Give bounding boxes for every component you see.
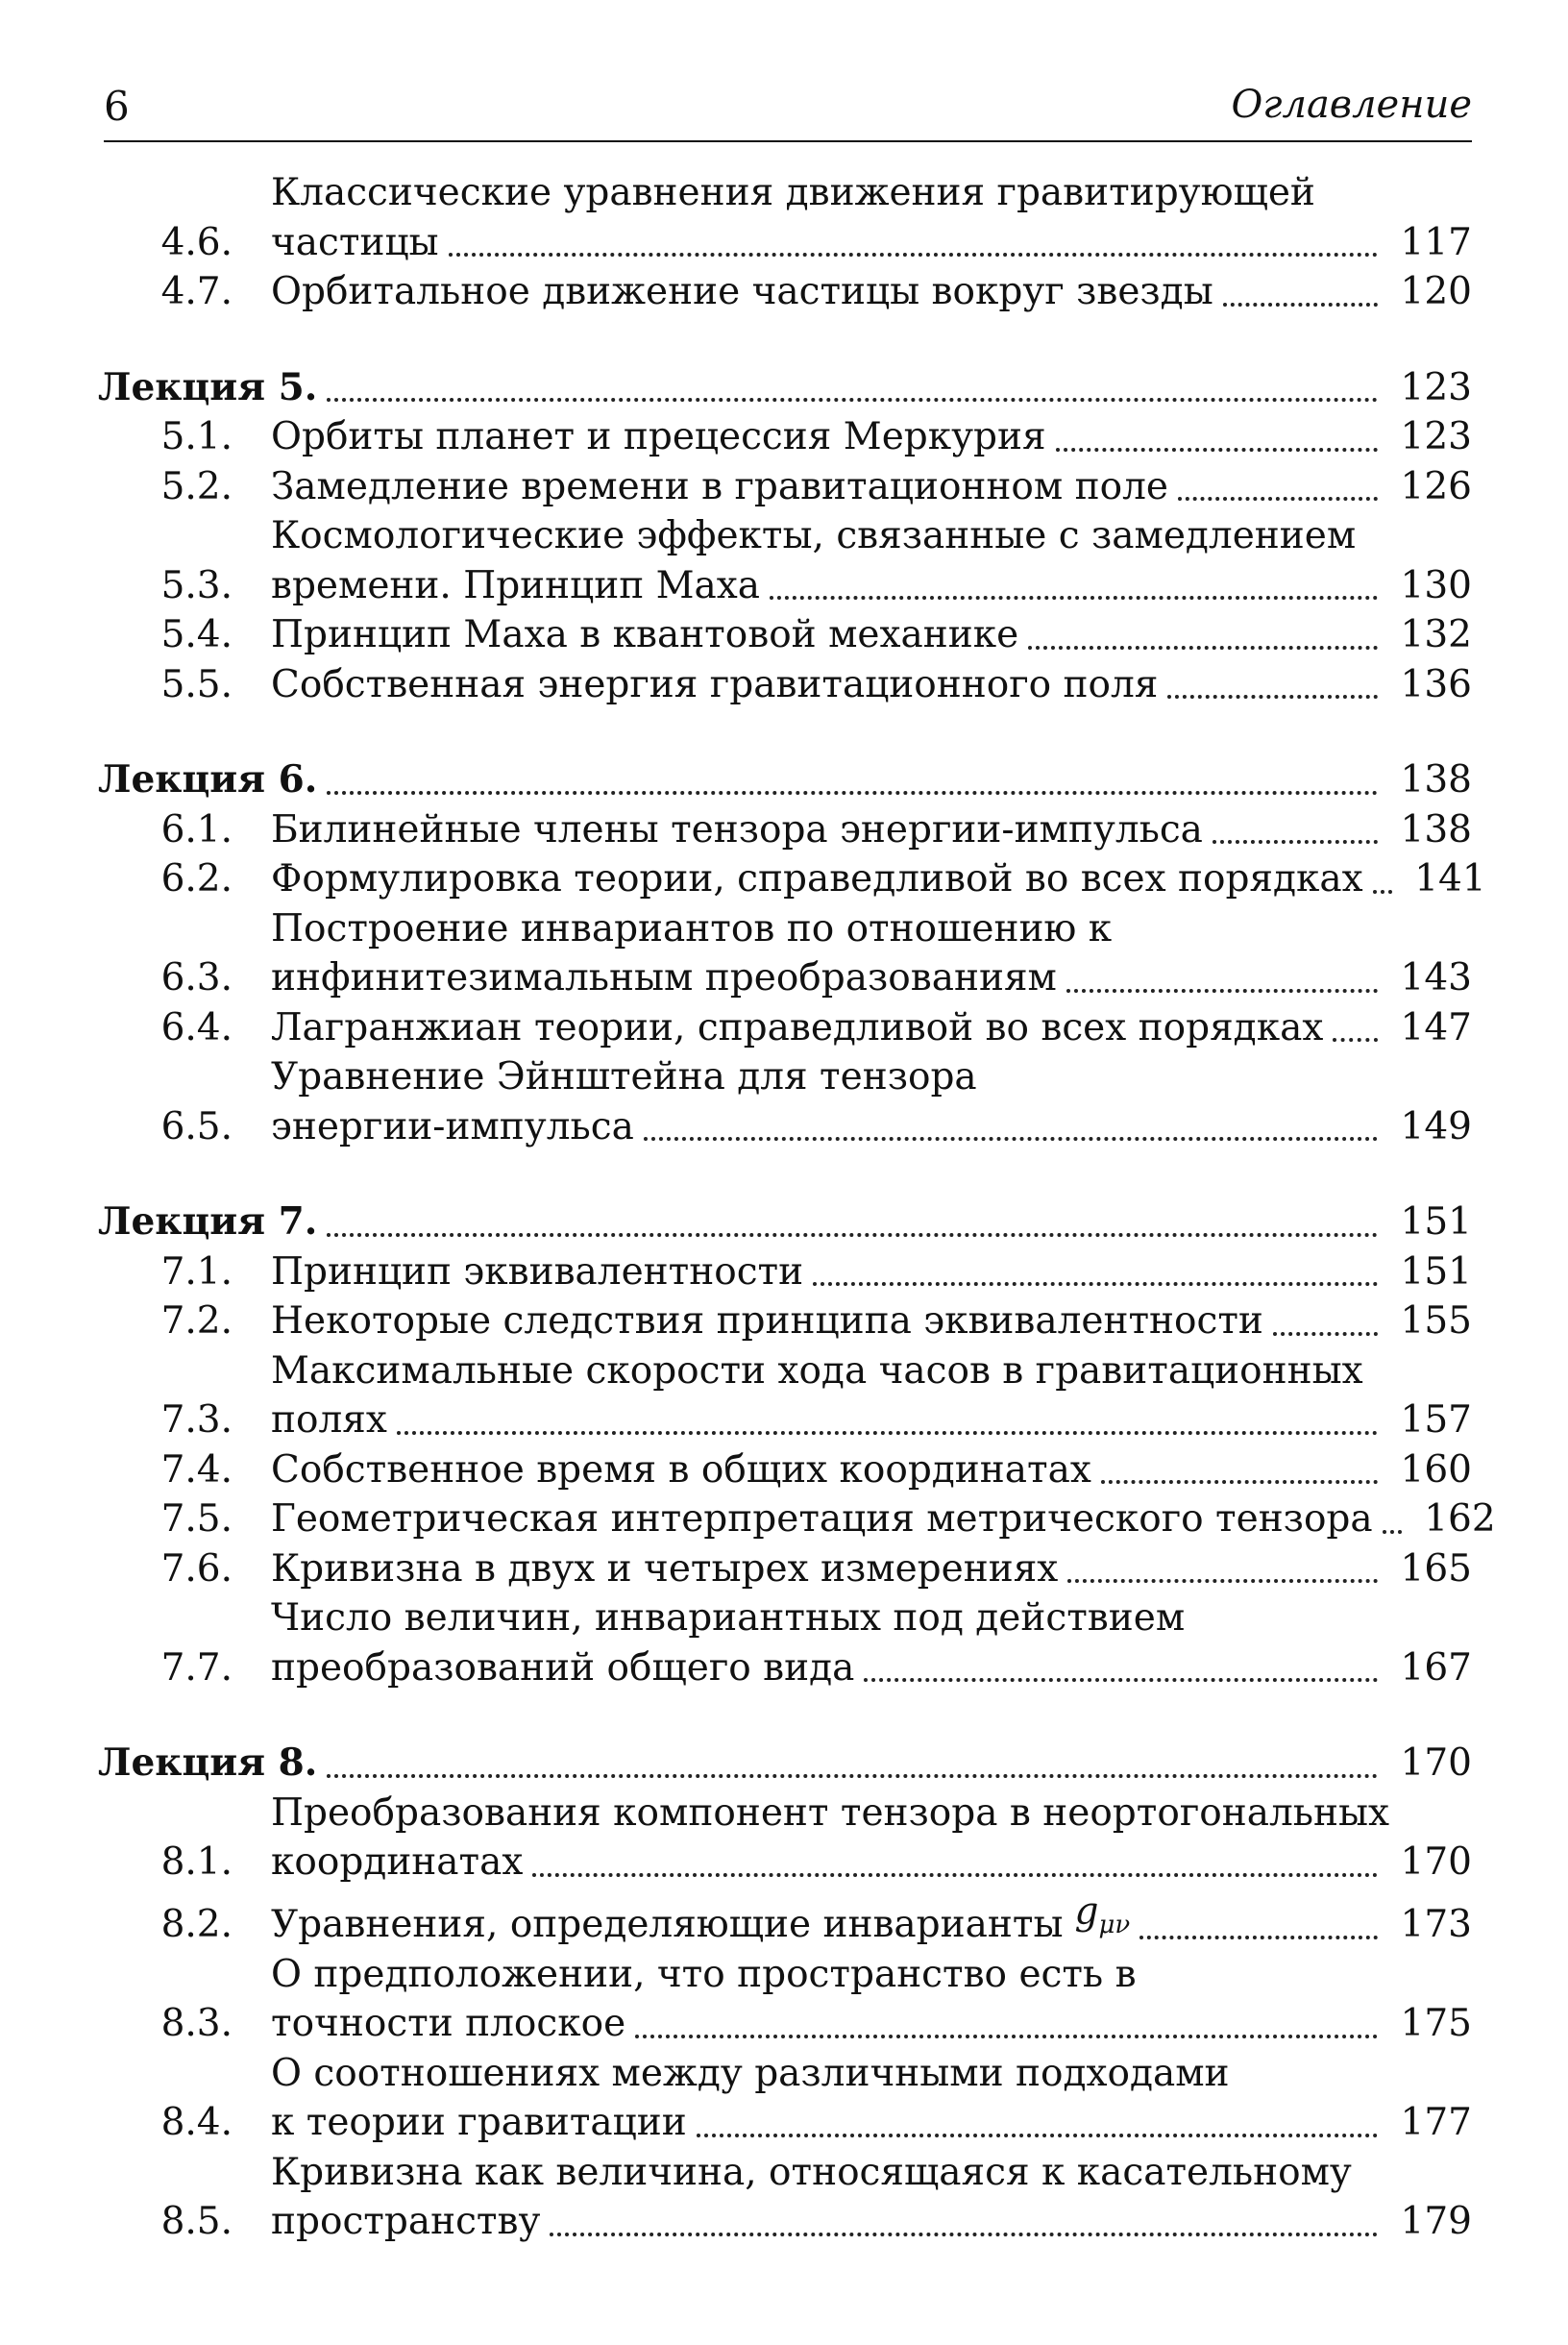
entry-line	[271, 1247, 1472, 1297]
page-reference: 120	[1400, 270, 1472, 313]
toc-entry[interactable]	[98, 1950, 1472, 2049]
section-number: 6.5.	[160, 1104, 233, 1148]
toc-entry[interactable]	[98, 1346, 1472, 1445]
section-lecture-4-tail	[98, 168, 1472, 317]
dot-leader	[1223, 303, 1378, 307]
section-number: 8.1.	[160, 1840, 233, 1884]
dot-leader	[1139, 1936, 1378, 1939]
section-number: 4.7.	[160, 270, 233, 313]
running-title: Оглавление	[1231, 83, 1472, 127]
entry-line	[271, 2197, 1472, 2247]
entry-title: Максимальные скорости хода часов в гравитационных	[271, 1348, 1363, 1393]
entry-line	[271, 1999, 1472, 2049]
dot-leader	[327, 791, 1378, 795]
entry-body	[271, 904, 1472, 1003]
page-reference: 151	[1400, 1200, 1472, 1244]
entry-title: Лагранжиан теории, справедливой во всех порядках	[271, 1005, 1324, 1049]
toc-entry[interactable]	[98, 2148, 1472, 2247]
page-reference: 167	[1400, 1645, 1472, 1690]
entry-title: Космологические эффекты, связанные с замедлением	[271, 514, 1357, 557]
page-reference: 177	[1400, 2101, 1472, 2145]
entry-body	[271, 805, 1472, 855]
entry-line	[271, 854, 1486, 904]
page-reference: 173	[1400, 1903, 1472, 1947]
toc-entry[interactable]	[98, 168, 1472, 267]
table-of-contents	[98, 168, 1496, 2247]
entry-line	[271, 412, 1472, 462]
entry-line	[271, 561, 1472, 611]
entry-body	[271, 660, 1472, 710]
entry-line	[271, 1888, 1472, 1950]
entry-title: О предположении, что пространство есть в	[271, 1952, 1137, 1996]
dot-leader	[449, 253, 1378, 257]
toc-entry[interactable]	[98, 1888, 1472, 1950]
page-reference: 136	[1400, 662, 1472, 706]
toc-entry[interactable]	[98, 462, 1472, 512]
entry-title: Классические уравнения движения гравитирующей	[271, 171, 1315, 214]
entry-title: энергии-импульса	[271, 1104, 634, 1148]
dot-leader	[550, 2233, 1378, 2236]
dot-leader	[1056, 448, 1378, 452]
section-lecture6	[98, 755, 1486, 1151]
section-number: 7.3.	[160, 1398, 233, 1442]
entry-body	[271, 1888, 1472, 1950]
entry-line	[271, 1102, 1472, 1152]
section-lecture7	[98, 1197, 1496, 1692]
entry-title: инфинитезимальным преобразованиям	[271, 956, 1057, 1000]
dot-leader	[1028, 646, 1378, 650]
entry-body	[271, 1544, 1472, 1594]
dot-leader	[697, 2134, 1378, 2137]
entry-line	[271, 1838, 1472, 1888]
section-number: 7.7.	[160, 1645, 233, 1690]
section-lecture8	[98, 1739, 1472, 2247]
page-reference: 138	[1400, 807, 1472, 852]
section-number: 5.4.	[160, 613, 233, 656]
entry-line	[271, 610, 1472, 660]
dot-leader	[1273, 1332, 1378, 1336]
toc-entry[interactable]	[98, 1789, 1472, 1888]
entry-line	[271, 218, 1472, 268]
entry-line	[271, 660, 1472, 710]
entry-line	[271, 1789, 1472, 1839]
dot-leader	[327, 1774, 1378, 1778]
toc-entry[interactable]	[98, 1593, 1472, 1692]
entry-line	[271, 1346, 1472, 1396]
section-number: 8.5.	[160, 2200, 233, 2244]
entry-body	[271, 168, 1472, 267]
entry-line	[271, 2148, 1472, 2198]
lecture-heading[interactable]	[98, 755, 1472, 805]
lecture-heading[interactable]	[98, 363, 1472, 413]
entry-title: времени. Принцип Маха	[271, 563, 761, 607]
entry-body	[271, 267, 1472, 317]
lecture-title: Лекция 5.	[98, 364, 318, 409]
entry-body	[271, 412, 1472, 462]
page-reference: 117	[1400, 220, 1472, 264]
toc-entry[interactable]	[98, 1544, 1472, 1594]
entry-line	[271, 1593, 1472, 1643]
lecture-title: Лекция 6.	[98, 757, 318, 802]
entry-body	[271, 610, 1472, 660]
entry-line	[271, 462, 1472, 512]
entry-line	[271, 904, 1472, 954]
dot-leader	[327, 1233, 1378, 1237]
entry-line	[271, 1494, 1496, 1544]
dot-leader	[1333, 1038, 1378, 1042]
entry-title: точности плоское	[271, 2002, 626, 2046]
dot-leader	[635, 2035, 1378, 2038]
entry-line	[271, 1643, 1472, 1693]
page-reference: 160	[1400, 1447, 1472, 1492]
section-number: 8.2.	[160, 1903, 233, 1947]
section-number: 6.1.	[160, 807, 233, 852]
dot-leader	[327, 398, 1378, 402]
page-reference: 130	[1400, 563, 1472, 607]
entry-title: Принцип Маха в квантовой механике	[271, 613, 1019, 656]
page-reference: 123	[1400, 415, 1472, 458]
page-header	[104, 83, 1472, 142]
entry-title: Формулировка теории, справедливой во всех порядках	[271, 857, 1363, 901]
entry-body	[271, 1346, 1472, 1445]
entry-line	[271, 1445, 1472, 1495]
dot-leader	[1066, 989, 1378, 993]
toc-entry[interactable]	[98, 1296, 1472, 1346]
page-reference: 147	[1400, 1005, 1472, 1049]
dot-leader	[770, 596, 1378, 600]
entry-line	[271, 2049, 1472, 2099]
entry-line	[271, 168, 1472, 218]
toc-entry[interactable]	[98, 1052, 1472, 1151]
section-number: 4.6.	[160, 220, 233, 264]
section-lecture5	[98, 363, 1472, 710]
entry-title: Геометрическая интерпретация метрического тензора	[271, 1497, 1373, 1541]
page-reference: 162	[1424, 1497, 1496, 1541]
entry-title: Орбитальное движение частицы вокруг звезды	[271, 270, 1213, 313]
section-number: 5.2.	[160, 464, 233, 508]
dot-leader	[1167, 695, 1378, 699]
entry-body	[271, 854, 1486, 904]
dot-leader	[1178, 497, 1378, 501]
entry-title: Билинейные члены тензора энергии-импульса	[271, 807, 1203, 852]
entry-body	[271, 1052, 1472, 1151]
entry-line	[271, 267, 1472, 317]
entry-title: Кривизна как величина, относящаяся к касательному	[271, 2150, 1352, 2194]
toc-entry[interactable]	[98, 1003, 1472, 1053]
lecture-heading[interactable]	[98, 1739, 1472, 1789]
entry-title: Некоторые следствия принципа эквивалентности	[271, 1299, 1263, 1343]
page-reference: 143	[1400, 956, 1472, 1000]
toc-entry[interactable]	[98, 267, 1472, 317]
entry-line	[271, 805, 1472, 855]
entry-title: Кривизна в двух и четырех измерениях	[271, 1546, 1059, 1591]
entry-body	[271, 1296, 1472, 1346]
section-number: 6.3.	[160, 956, 233, 1000]
entry-title: Орбиты планет и прецессия Меркурия	[271, 415, 1046, 458]
entry-body	[271, 1247, 1472, 1297]
entry-title: частицы	[271, 220, 439, 264]
dot-leader	[813, 1282, 1378, 1286]
entry-line	[271, 1950, 1472, 2000]
toc-entry[interactable]	[98, 854, 1486, 904]
section-number: 5.3.	[160, 563, 233, 607]
page-reference: 151	[1400, 1249, 1472, 1294]
entry-title: Принцип эквивалентности	[271, 1249, 804, 1294]
entry-line	[271, 511, 1472, 561]
dot-leader	[1383, 1530, 1402, 1534]
entry-title: Замедление времени в гравитационном поле	[271, 464, 1168, 508]
entry-body	[271, 1593, 1472, 1692]
dot-leader	[1213, 840, 1378, 844]
entry-line	[271, 1003, 1472, 1053]
dot-leader	[1101, 1480, 1378, 1484]
entry-line	[271, 2098, 1472, 2148]
math-subscript: μν	[1098, 1910, 1131, 1939]
section-number: 7.1.	[160, 1249, 233, 1294]
page-reference: 149	[1400, 1104, 1472, 1148]
dot-leader	[644, 1137, 1378, 1141]
entry-body	[271, 2049, 1472, 2148]
math-base: g	[1074, 1889, 1099, 1934]
entry-body	[271, 1445, 1472, 1495]
page-reference: 126	[1400, 464, 1472, 508]
dot-leader	[1067, 1579, 1378, 1583]
page-reference: 132	[1400, 613, 1472, 656]
toc-entry[interactable]	[98, 805, 1472, 855]
dot-leader	[532, 1873, 1378, 1877]
dot-leader	[864, 1678, 1378, 1682]
entry-line	[271, 1052, 1472, 1102]
toc-entry[interactable]	[98, 2049, 1472, 2148]
dot-leader	[1373, 890, 1392, 894]
page-reference: 179	[1400, 2200, 1472, 2244]
entry-body	[271, 511, 1472, 610]
toc-entry[interactable]	[98, 1445, 1472, 1495]
toc-entry[interactable]	[98, 610, 1472, 660]
page-reference: 123	[1400, 365, 1472, 409]
entry-title: О соотношениях между различными подходами	[271, 2051, 1230, 2095]
entry-title: Построение инвариантов по отношению к	[271, 906, 1113, 950]
lecture-title: Лекция 7.	[98, 1199, 318, 1244]
entry-title: преобразований общего вида	[271, 1645, 855, 1690]
entry-title: к теории гравитации	[271, 2101, 687, 2145]
page-reference: 138	[1400, 758, 1472, 802]
entry-title: Уравнение Эйнштейна для тензора	[271, 1055, 977, 1098]
page-reference: 170	[1400, 1840, 1472, 1884]
toc-entry[interactable]	[98, 412, 1472, 462]
entry-title: Собственная энергия гравитационного поля	[271, 662, 1159, 706]
section-number: 7.6.	[160, 1546, 233, 1591]
page-number: 6	[104, 83, 130, 130]
section-number: 5.1.	[160, 415, 233, 458]
entry-title: полях	[271, 1398, 387, 1442]
page-reference: 175	[1400, 2002, 1472, 2046]
page-reference: 170	[1400, 1741, 1472, 1785]
toc-entry[interactable]	[98, 660, 1472, 710]
section-number: 6.2.	[160, 857, 233, 901]
entry-title: пространству	[271, 2200, 541, 2244]
entry-line	[271, 1296, 1472, 1346]
toc-entry[interactable]	[98, 511, 1472, 610]
section-number: 5.5.	[160, 662, 233, 706]
toc-entry[interactable]	[98, 1247, 1472, 1297]
entry-title: Уравнения, определяющие инварианты	[271, 1903, 1064, 1947]
entry-title: координатах	[271, 1840, 524, 1884]
entry-body	[271, 1950, 1472, 2049]
dot-leader	[397, 1431, 1378, 1435]
toc-entry[interactable]	[98, 904, 1472, 1003]
entry-body	[271, 1494, 1496, 1544]
entry-body	[271, 1003, 1472, 1053]
lecture-heading[interactable]	[98, 1197, 1472, 1247]
section-number: 8.3.	[160, 2002, 233, 2046]
entry-title: Число величин, инвариантных под действием	[271, 1596, 1186, 1640]
page-reference: 165	[1400, 1546, 1472, 1591]
entry-title: Собственное время в общих координатах	[271, 1447, 1091, 1492]
entry-line	[271, 953, 1472, 1003]
entry-body	[271, 2148, 1472, 2247]
entry-body	[271, 462, 1472, 512]
page-reference: 155	[1400, 1299, 1472, 1343]
section-number: 6.4.	[160, 1005, 233, 1049]
math-symbol	[1075, 1888, 1131, 1950]
page-reference: 141	[1414, 857, 1486, 901]
lecture-title: Лекция 8.	[98, 1740, 318, 1785]
entry-line	[271, 1395, 1472, 1445]
section-number: 7.4.	[160, 1447, 233, 1492]
page-reference: 157	[1400, 1398, 1472, 1442]
section-number: 7.2.	[160, 1299, 233, 1343]
entry-title: Преобразования компонент тензора в неортогональных	[271, 1790, 1390, 1835]
entry-body	[271, 1789, 1472, 1888]
section-number: 8.4.	[160, 2101, 233, 2145]
section-number: 7.5.	[160, 1497, 233, 1541]
entry-line	[271, 1544, 1472, 1594]
toc-entry[interactable]	[98, 1494, 1496, 1544]
